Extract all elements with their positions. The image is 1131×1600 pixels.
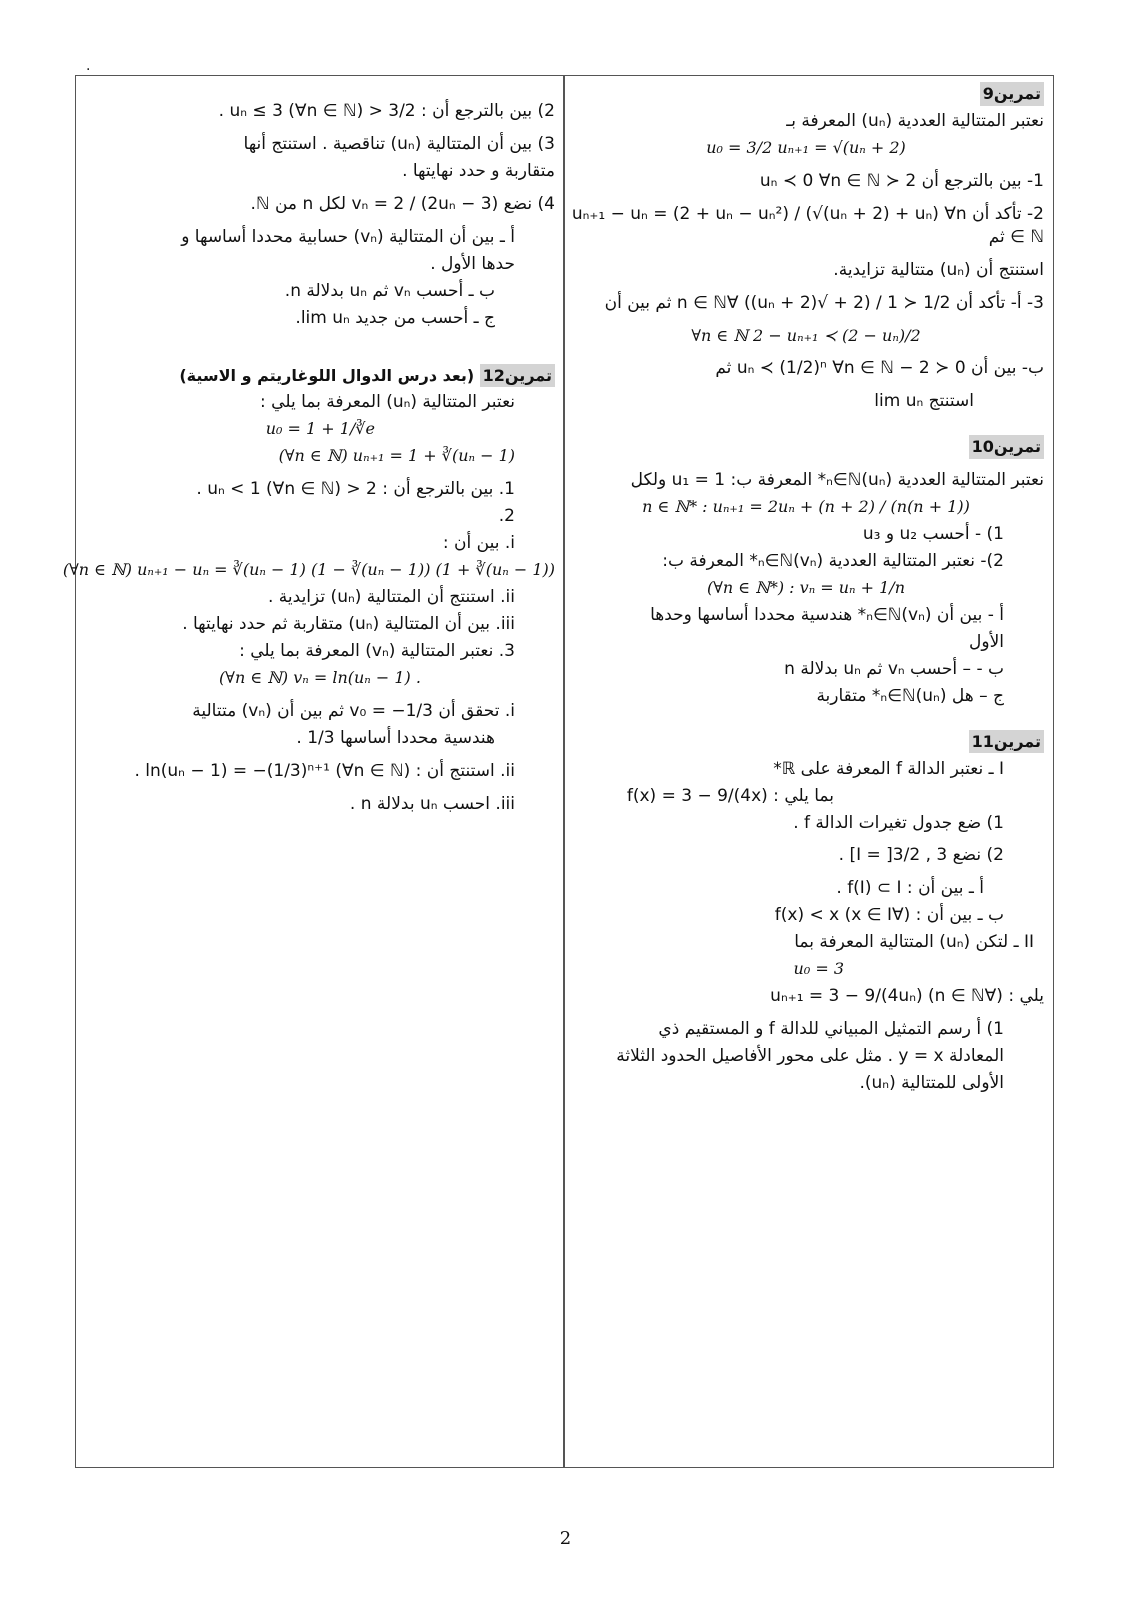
exercise-11-q3-cont1: المعادلة y = x . مثل على محور الأفاصيل الحدود الثلاثة	[616, 1046, 1004, 1066]
exercise-11-part2-def1: u₀ = 3	[793, 959, 844, 979]
exercise-10-q2a: أ - بين أن (vₙ)ₙ∈ℕ* هندسية محددا أساسها وحدها	[650, 604, 1004, 625]
exercise-9-definition: u₀ = 3/2 uₙ₊₁ = √(uₙ + 2)	[706, 137, 906, 157]
exercise-12-q2iii: iii. بين أن المتتالية (uₙ) متقاربة ثم حدد نهايتها .	[182, 613, 515, 634]
exercise-12-q3: 3. نعتبر المتتالية (vₙ) المعرفة بما يلي :	[239, 640, 515, 661]
exercise-10-q2c: ج – هل (uₙ)ₙ∈ℕ* متقاربة	[816, 685, 1004, 706]
exercise-12-def2: (∀n ∈ ℕ) uₙ₊₁ = 1 + ∛(uₙ − 1)	[278, 446, 515, 466]
exercise-12-q3i: i. تحقق أن v₀ = −1/3 ثم بين أن (vₙ) متتالية	[192, 700, 515, 721]
left-q4: 4) نضع vₙ = 2 / (2uₙ − 3) لكل n من ℕ.	[250, 193, 555, 214]
exercise-11-part2-def2: يلي : (∀n ∈ ℕ) uₙ₊₁ = 3 − 9/(4uₙ)	[770, 986, 1044, 1007]
exercise-9-title: تمرين9	[980, 82, 1044, 106]
exercise-11-q3: 1) أ رسم التمثيل المبياني للدالة f و المستقيم ذي	[658, 1019, 1004, 1040]
column-divider	[563, 75, 565, 1468]
left-q4b: ب ـ أحسب vₙ ثم uₙ بدلالة n.	[284, 280, 495, 301]
exercise-11-q3-cont2: الأولى للمتتالية (uₙ).	[859, 1072, 1004, 1093]
left-q3: 3) بين أن المتتالية (uₙ) تناقصية . استنتج أنها	[243, 133, 555, 154]
left-q2: 2) بين بالترجع أن : 3/2 < uₙ ≤ 3 (∀n ∈ ℕ) .	[218, 101, 555, 121]
left-q3-cont: متقاربة و حدد نهايتها .	[402, 160, 555, 181]
exercise-12-q2: 2.	[498, 506, 515, 527]
exercise-10-q2a-cont: الأول	[969, 631, 1004, 652]
exercise-12-q2i: i. بين أن :	[442, 533, 515, 554]
exercise-9-q2: 2- تأكد أن uₙ₊₁ − uₙ = (2 + uₙ − uₙ²) / (√(uₙ + 2) + uₙ) ∀n ∈ ℕ ثم	[571, 203, 1044, 247]
exercise-11	[568, 728, 1044, 1097]
exercise-12-q3ii: ii. استنتج أن : ln(uₙ − 1) = −(1/3)ⁿ⁺¹ (∀n ∈ ℕ) .	[134, 760, 515, 781]
exercise-10-intro: نعتبر المتتالية العددية (uₙ)ₙ∈ℕ* المعرفة ب: u₁ = 1 ولكل	[630, 470, 1044, 491]
exercise-10-q2: 2)- نعتبر المتتالية العددية (vₙ)ₙ∈ℕ* المعرفة ب:	[662, 551, 1004, 572]
exercise-9-q2b: استنتج أن (uₙ) متتالية تزايدية.	[833, 259, 1044, 280]
exercise-9-q3a: 3- أ- تأكد أن 1/2 ≺ 1 / (2 + √(uₙ + 2)) ∀n ∈ ℕ ثم بين أن	[604, 292, 1044, 313]
exercise-9	[568, 80, 1044, 415]
exercise-9-q3b: ب- بين أن 0 ≺ 2 − uₙ ≺ (1/2)ⁿ ∀n ∈ ℕ ثم	[715, 358, 1044, 379]
exercise-11-q2a: أ ـ بين أن : f(I) ⊂ I .	[836, 878, 984, 899]
exercise-11-q1: 1) ضع جدول تغيرات الدالة f .	[793, 812, 1004, 833]
exercise-10-q1: 1) - أحسب u₂ و u₃	[862, 524, 1004, 545]
left-q4a: أ ـ بين أن المتتالية (vₙ) حسابية محددا أساسها و	[181, 226, 515, 247]
exercise-12-def1: u₀ = 1 + 1/∛e	[265, 419, 375, 439]
exercise-12-q3iii: iii. احسب uₙ بدلالة n .	[349, 793, 515, 814]
exercise-11-q2: 2) نضع I = ]3/2 , 3] .	[838, 845, 1004, 866]
right-column	[568, 80, 1044, 1097]
exercise-11-q2b: ب ـ بين أن : (∀x ∈ I) f(x) < x	[774, 905, 1004, 926]
exercise-12-q2ii: ii. استنتج أن المتتالية (uₙ) تزايدية .	[268, 587, 515, 607]
exercise-9-q3a-formula: ∀n ∈ ℕ 2 − uₙ₊₁ ≺ (2 − uₙ)/2	[691, 325, 921, 345]
exercise-12-q3i-cont: هندسية محددا أساسها 1/3 .	[296, 727, 495, 748]
exercise-12-intro: نعتبر المتتالية (uₙ) المعرفة بما يلي :	[260, 392, 515, 413]
exercise-10-title: تمرين10	[969, 435, 1044, 459]
exercise-11-part1: I ـ نعتبر الدالة f المعرفة على ℝ*	[773, 758, 1004, 779]
exercise-12-q2i-formula: (∀n ∈ ℕ) uₙ₊₁ − uₙ = ∛(uₙ − 1) (1 − ∛(uₙ − 1)) (1 + ∛(uₙ − 1))	[62, 560, 555, 580]
exercise-10-definition: n ∈ ℕ* : uₙ₊₁ = 2uₙ + (n + 2) / (n(n + 1))	[642, 497, 970, 517]
exercise-12-q1: 1. بين بالترجع أن : 2 < uₙ < 1 (∀n ∈ ℕ) .	[196, 479, 515, 500]
exercise-11-title: تمرين11	[969, 730, 1044, 754]
exercise-12-q3-definition: (∀n ∈ ℕ) vₙ = ln(uₙ − 1) .	[219, 667, 421, 687]
page-number: 2	[559, 1528, 572, 1549]
exercise-11-part1-definition: بما يلي : f(x) = 3 − 9/(4x)	[626, 785, 834, 806]
header-dot: .	[86, 58, 91, 74]
left-column	[62, 80, 555, 818]
exercise-12	[62, 362, 555, 818]
exercise-12-subtitle: (بعد درس الدوال اللوغاريتم و الاسية)	[179, 365, 475, 385]
exercise-10	[568, 433, 1044, 709]
left-q4a-cont: حدها الأول .	[430, 253, 515, 274]
exercise-9-q1: 1- بين بالترجع أن 2 ≺ uₙ ≺ 0 ∀n ∈ ℕ	[759, 170, 1044, 191]
exercise-10-q2b: ب - – أحسب vₙ ثم uₙ بدلالة n	[784, 658, 1004, 679]
exercise-12-title: تمرين12	[480, 364, 555, 388]
exercise-9-intro: نعتبر المتتالية العددية (uₙ) المعرفة بـ	[786, 110, 1044, 131]
exercise-11-part2: II ـ لتكن (uₙ) المتتالية المعرفة بما	[794, 932, 1034, 953]
exercise-9-q3c: استنتج lim uₙ	[874, 391, 974, 412]
exercise-10-q2-definition: (∀n ∈ ℕ*) : vₙ = uₙ + 1/n	[707, 578, 905, 597]
left-q4c: ج ـ أحسب من جديد lim uₙ.	[295, 307, 495, 328]
